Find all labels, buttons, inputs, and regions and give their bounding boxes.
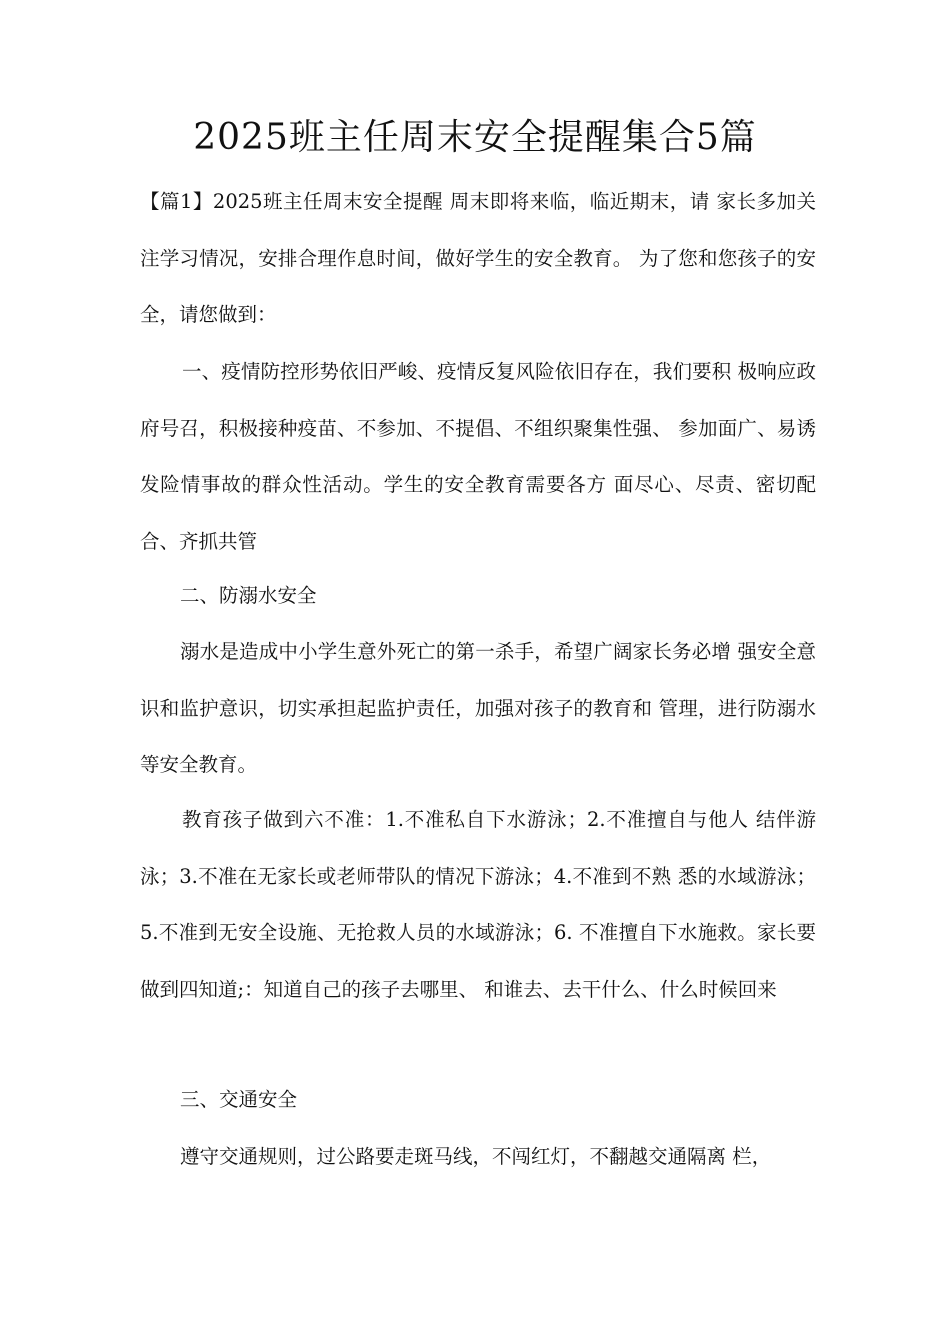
- section-one-paragraph: 一、疫情防控形势依旧严峻、疫情反复风险依旧存在，我们要积 极响应政府号召，积极接种疫苗、不参加、不提倡、不组织聚集性强、 参加面广、易诱发险情事故的群众性活动。学生的安全教育需要各方 面尽心、尽责、密切配合、齐抓共管: [140, 360, 816, 553]
- document-title: 2025班主任周末安全提醒集合5篇: [193, 117, 757, 158]
- section-two-heading: 二、防溺水安全: [180, 584, 317, 607]
- drowning-paragraph: 溺水是造成中小学生意外死亡的第一杀手，希望广阔家长务必增 强安全意识和监护意识，切实承担起监护责任，加强对孩子的教育和 管理，进行防溺水等安全教育。: [140, 640, 816, 776]
- intro-paragraph: 【篇1】2025班主任周末安全提醒 周末即将来临，临近期末，请 家长多加关注学习情况，安排合理作息时间，做好学生的安全教育。 为了您和您孩子的安全，请您做到：: [140, 190, 816, 326]
- six-rules-paragraph: 教育孩子做到六不准：1.不准私自下水游泳；2.不准擅自与他人 结伴游泳；3.不准在无家长或老师带队的情况下游泳；4.不准到不熟 悉的水域游泳；5.不准到无安全设施、无抢救人员的水域游泳；6. 不准擅自下水施救。家长要做到四知道;：知道自己的孩子去哪里、 和谁去、去干什么、什么时候回来: [140, 808, 816, 1001]
- section-three-heading: 三、交通安全: [180, 1088, 298, 1111]
- traffic-paragraph: 遵守交通规则，过公路要走斑马线，不闯红灯，不翻越交通隔离 栏，: [180, 1145, 772, 1168]
